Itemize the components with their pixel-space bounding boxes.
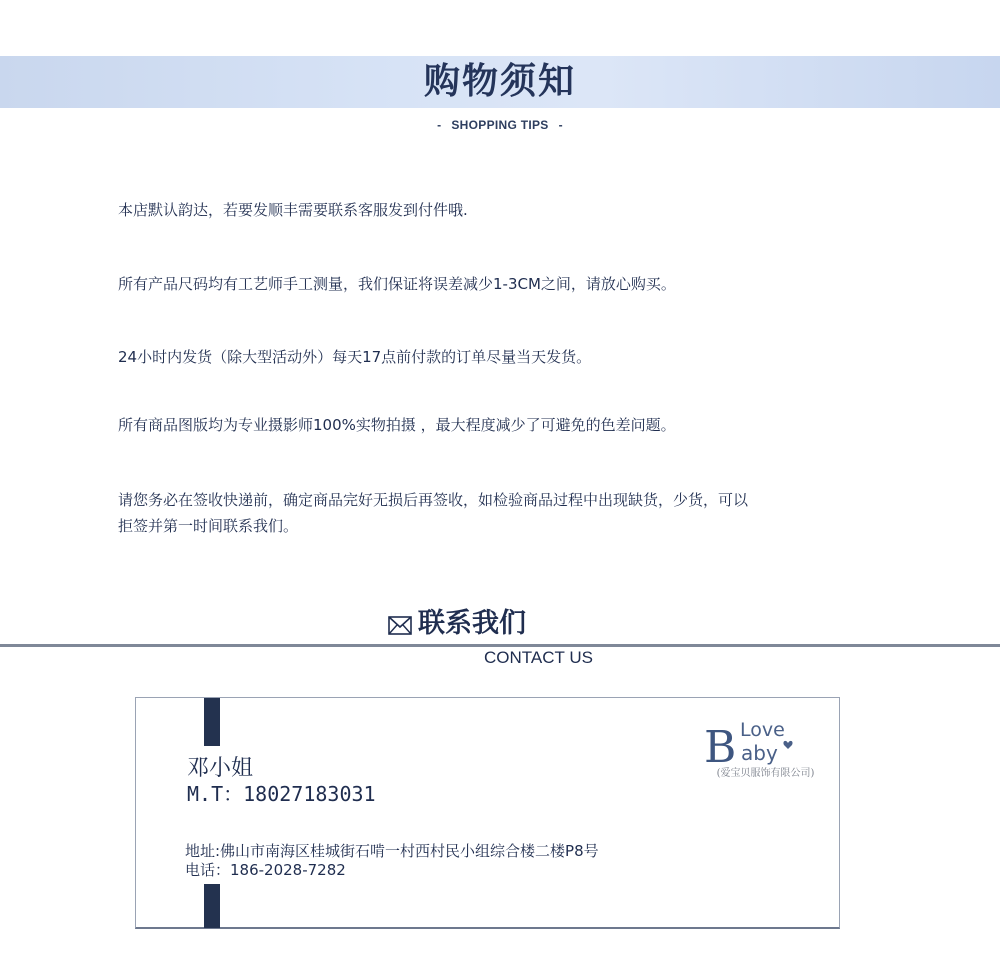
- contact-divider: [0, 644, 1000, 647]
- contact-mobile: M.T：18027183031: [187, 782, 376, 806]
- card-accent-bar-top: [204, 698, 220, 746]
- heart-icon: [783, 741, 792, 749]
- subtitle-dash-right: -: [558, 118, 563, 132]
- contact-address: 地址:佛山市南海区桂城街石啃一村西村民小组综合楼二楼P8号: [185, 842, 599, 860]
- logo-company-name: (爱宝贝服饰有限公司): [716, 768, 815, 779]
- tip-item: 请您务必在签收快递前，确定商品完好无损后再签收，如检验商品过程中出现缺货，少货，可以 拒签并第一时间联系我们。: [118, 491, 749, 535]
- tip-item: 本店默认韵达，若要发顺丰需要联系客服发到付件哦.: [118, 201, 468, 219]
- subtitle-dash-left: -: [437, 118, 442, 132]
- card-accent-bar-bottom: [204, 884, 220, 928]
- business-card: [135, 697, 840, 929]
- envelope-icon: [388, 607, 412, 626]
- contact-heading: [388, 604, 526, 644]
- contact-subtitle: CONTACT US: [484, 648, 593, 667]
- page-subtitle: [0, 118, 1000, 132]
- contact-phone: 电话：186-2028-7282: [185, 861, 346, 879]
- subtitle-text: SHOPPING TIPS: [451, 118, 549, 132]
- logo-aby-text: aby: [741, 741, 778, 765]
- logo-love-text: Love: [740, 719, 785, 741]
- logo-letter-b: B: [704, 722, 737, 773]
- contact-name: 邓小姐: [187, 756, 254, 781]
- tip-item: 24小时内发货（除大型活动外）每天17点前付款的订单尽量当天发货。: [118, 348, 592, 366]
- contact-title: 联系我们: [418, 608, 526, 639]
- tip-item: 所有产品尺码均有工艺师手工测量，我们保证将误差减少1-3CM之间，请放心购买。: [118, 275, 676, 293]
- tip-item: 所有商品图版均为专业摄影师100%实物拍摄 ，最大程度减少了可避免的色差问题。: [118, 416, 676, 434]
- page-title: 购物须知: [423, 61, 576, 102]
